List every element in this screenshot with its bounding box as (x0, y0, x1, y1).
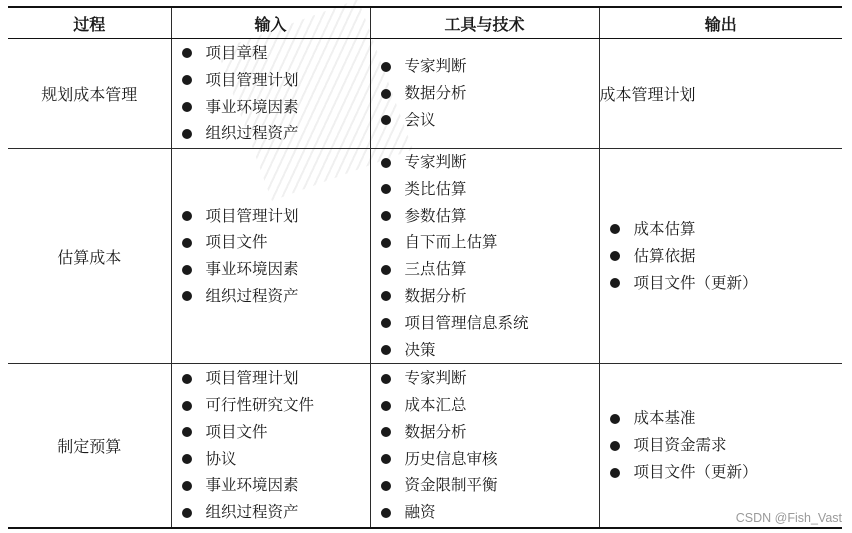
outputs-cell (599, 149, 842, 364)
bullet-icon (381, 427, 391, 437)
list-item-label: 融资 (404, 503, 436, 522)
list-item (379, 337, 599, 364)
list-item (379, 472, 599, 499)
list-item (379, 203, 599, 230)
bullet-icon (182, 427, 192, 437)
list-item-label: 会议 (404, 110, 436, 129)
list-item (608, 459, 843, 486)
list-item (379, 107, 599, 134)
list-item (180, 40, 370, 67)
bullet-list (600, 405, 843, 485)
table-row (8, 39, 842, 149)
bullet-icon (381, 374, 391, 384)
list-item-label: 数据分析 (404, 422, 467, 441)
list-item-label: 项目文件 (205, 422, 268, 441)
list-item (180, 283, 370, 310)
list-item (180, 203, 370, 230)
list-item-label: 事业环境因素 (205, 260, 299, 279)
header-outputs: 输出 (599, 7, 842, 39)
bullet-icon (610, 278, 620, 288)
list-item-label: 事业环境因素 (205, 476, 299, 495)
list-item (379, 446, 599, 473)
table-row (8, 364, 842, 528)
list-item (180, 365, 370, 392)
list-item (608, 432, 843, 459)
bullet-icon (182, 481, 192, 491)
list-item-label: 历史信息审核 (404, 449, 498, 468)
bullet-icon (182, 508, 192, 518)
list-item (180, 67, 370, 94)
bullet-icon (381, 115, 391, 125)
list-item-label: 成本估算 (633, 219, 696, 238)
tools-cell (370, 149, 599, 364)
bullet-icon (182, 401, 192, 411)
bullet-icon (381, 158, 391, 168)
output-text: 成本管理计划 (599, 39, 842, 149)
list-item-label: 数据分析 (404, 84, 467, 103)
list-item-label: 估算依据 (633, 246, 696, 265)
bullet-icon (182, 238, 192, 248)
bullet-icon (381, 454, 391, 464)
list-item-label: 项目章程 (205, 43, 268, 62)
list-item (180, 446, 370, 473)
list-item-label: 类比估算 (404, 179, 467, 198)
process-name: 规划成本管理 (8, 39, 171, 149)
bullet-icon (182, 129, 192, 139)
list-item (180, 256, 370, 283)
bullet-icon (381, 318, 391, 328)
inputs-cell (171, 39, 370, 149)
bullet-icon (381, 238, 391, 248)
process-name: 制定预算 (8, 364, 171, 528)
bullet-icon (381, 184, 391, 194)
bullet-icon (182, 102, 192, 112)
list-item (608, 270, 843, 297)
bullet-icon (381, 89, 391, 99)
bullet-icon (381, 62, 391, 72)
outputs-cell (599, 364, 842, 528)
list-item-label: 专家判断 (404, 369, 467, 388)
list-item-label: 参数估算 (404, 206, 467, 225)
list-item (608, 405, 843, 432)
list-item (180, 229, 370, 256)
bullet-icon (381, 345, 391, 355)
list-item (180, 120, 370, 147)
header-row (8, 7, 842, 39)
bullet-icon (182, 48, 192, 58)
bullet-icon (610, 414, 620, 424)
list-item-label: 数据分析 (404, 286, 467, 305)
list-item (180, 419, 370, 446)
list-item (379, 419, 599, 446)
list-item-label: 项目管理计划 (205, 206, 299, 225)
bullet-icon (381, 211, 391, 221)
list-item (379, 80, 599, 107)
list-item (180, 392, 370, 419)
bullet-icon (381, 481, 391, 491)
bullet-list (371, 149, 599, 363)
watermark-text: CSDN @Fish_Vast (735, 511, 842, 525)
bullet-icon (610, 224, 620, 234)
list-item-label: 专家判断 (404, 153, 467, 171)
list-item-label: 项目管理计划 (205, 369, 299, 388)
bullet-icon (182, 211, 192, 221)
list-item-label: 项目管理计划 (205, 70, 299, 89)
bullet-list (371, 53, 599, 133)
list-item-label: 组织过程资产 (205, 503, 299, 522)
tools-cell (370, 39, 599, 149)
bullet-icon (182, 374, 192, 384)
list-item-label: 三点估算 (404, 260, 467, 279)
list-item (608, 243, 843, 270)
list-item-label: 决策 (404, 340, 436, 359)
list-item (379, 310, 599, 337)
bullet-list (172, 40, 370, 147)
list-item-label: 自下而上估算 (404, 233, 498, 252)
list-item (379, 256, 599, 283)
list-item-label: 事业环境因素 (205, 97, 299, 116)
bullet-list (172, 365, 370, 526)
list-item (379, 176, 599, 203)
process-name: 估算成本 (8, 149, 171, 364)
process-table (8, 6, 842, 529)
list-item (180, 499, 370, 526)
bullet-icon (182, 291, 192, 301)
list-item (379, 392, 599, 419)
bullet-icon (610, 251, 620, 261)
bullet-icon (381, 508, 391, 518)
list-item-label: 可行性研究文件 (205, 396, 315, 415)
list-item-label: 成本基准 (633, 409, 696, 428)
bullet-icon (182, 75, 192, 85)
bullet-list (371, 365, 599, 526)
list-item (608, 216, 843, 243)
list-item (379, 365, 599, 392)
bullet-icon (381, 265, 391, 275)
list-item (379, 283, 599, 310)
header-tools: 工具与技术 (370, 7, 599, 39)
list-item-label: 协议 (205, 449, 237, 468)
list-item (379, 149, 599, 176)
bullet-icon (381, 291, 391, 301)
list-item-label: 资金限制平衡 (404, 476, 498, 495)
list-item (379, 499, 599, 526)
inputs-cell (171, 149, 370, 364)
bullet-icon (610, 441, 620, 451)
bullet-list (172, 203, 370, 310)
list-item-label: 成本汇总 (404, 396, 467, 415)
list-item-label: 组织过程资产 (205, 286, 299, 305)
list-item-label: 项目文件（更新） (633, 463, 758, 482)
list-item-label: 项目资金需求 (633, 436, 727, 455)
list-item (180, 472, 370, 499)
bullet-list (600, 216, 843, 296)
bullet-icon (610, 468, 620, 478)
header-process: 过程 (8, 7, 171, 39)
list-item-label: 项目管理信息系统 (404, 313, 529, 332)
table-row (8, 149, 842, 364)
bullet-icon (182, 265, 192, 275)
bullet-icon (381, 401, 391, 411)
header-inputs: 输入 (171, 7, 370, 39)
inputs-cell (171, 364, 370, 528)
list-item-label: 项目文件 (205, 233, 268, 252)
bullet-icon (182, 454, 192, 464)
list-item-label: 组织过程资产 (205, 124, 299, 143)
tools-cell (370, 364, 599, 528)
list-item (180, 94, 370, 121)
list-item-label: 项目文件（更新） (633, 273, 758, 292)
list-item (379, 229, 599, 256)
list-item-label: 专家判断 (404, 57, 467, 76)
list-item (379, 53, 599, 80)
